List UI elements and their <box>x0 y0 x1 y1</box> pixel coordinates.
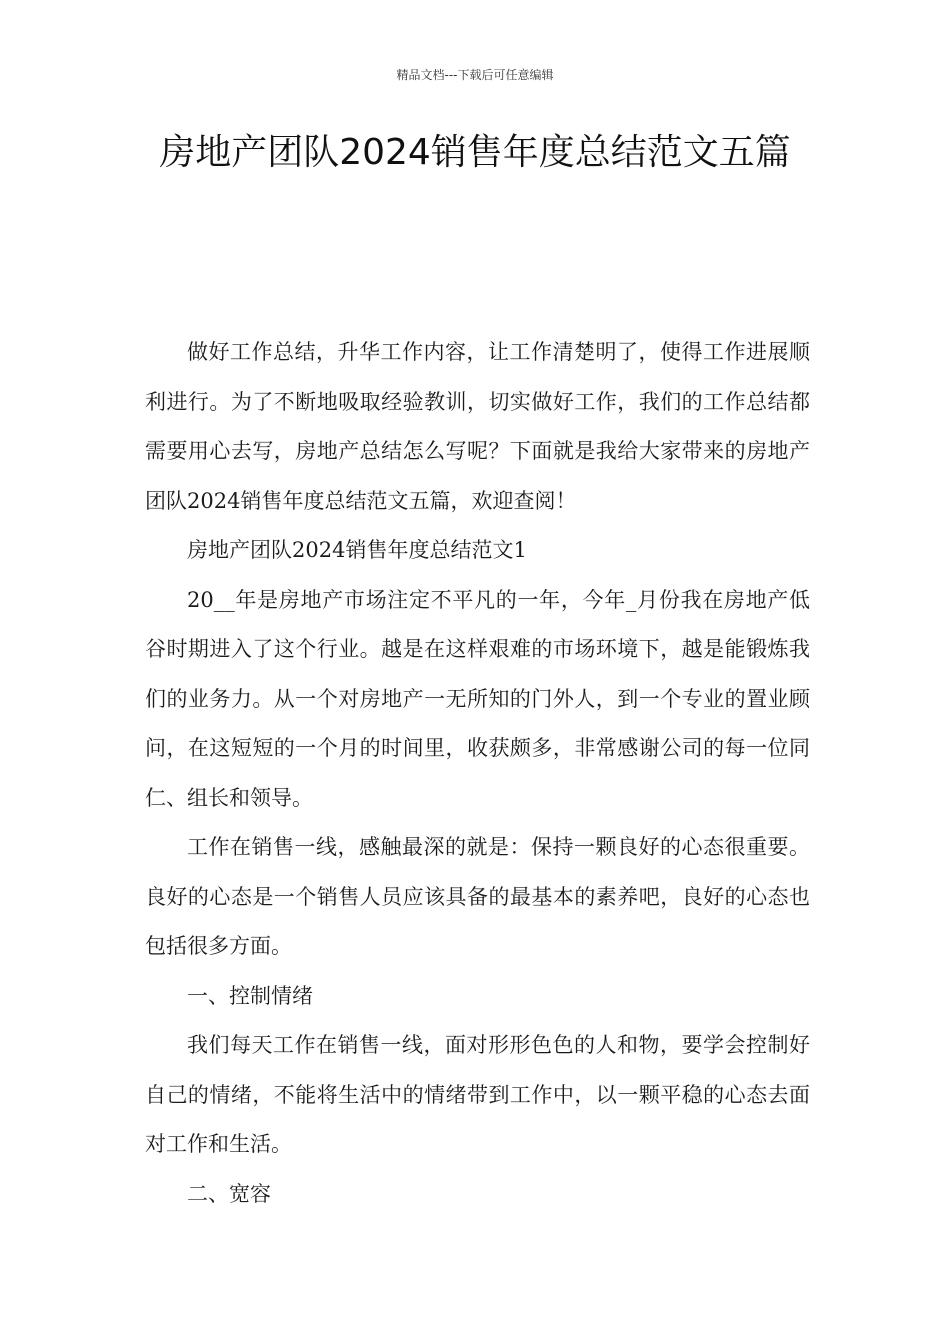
section-heading-1: 房地产团队2024销售年度总结范文1 <box>187 538 527 562</box>
body-paragraph: 工作在销售一线，感触最深的就是：保持一颗良好的心态很重要。良好的心态是一个销售人员应该具备的最基本的素养吧，良好的心态也包括很多方面。 <box>145 835 810 958</box>
body-paragraph: 20__年是房地产市场注定不平凡的一年，今年_月份我在房地产低谷时期进入了这个行业。越是在这样艰难的市场环境下，越是能锻炼我们的业务力。从一个对房地产一无所知的门外人，到一个专业的置业顾问，在这短短的一个月的时间里，收获颇多，非常感谢公司的每一位同仁、组长和领导。 <box>145 587 810 810</box>
intro-paragraph: 做好工作总结，升华工作内容，让工作清楚明了，使得工作进展顺利进行。为了不断地吸取经验教训，切实做好工作，我们的工作总结都需要用心去写，房地产总结怎么写呢？下面就是我给大家带来的房地产团队2024销售年度总结范文五篇，欢迎查阅！ <box>145 340 810 513</box>
document-title: 房地产团队2024销售年度总结范文五篇 <box>159 132 791 173</box>
document-body <box>145 328 810 1219</box>
subheading-tolerance: 二、宽容 <box>187 1181 271 1206</box>
subheading-control-emotion: 一、控制情绪 <box>187 983 313 1008</box>
body-paragraph: 我们每天工作在销售一线，面对形形色色的人和物，要学会控制好自己的情绪，不能将生活中的情绪带到工作中，以一颗平稳的心态去面对工作和生活。 <box>145 1033 810 1156</box>
header-note: 精品文档---下载后可任意编辑 <box>396 68 554 82</box>
